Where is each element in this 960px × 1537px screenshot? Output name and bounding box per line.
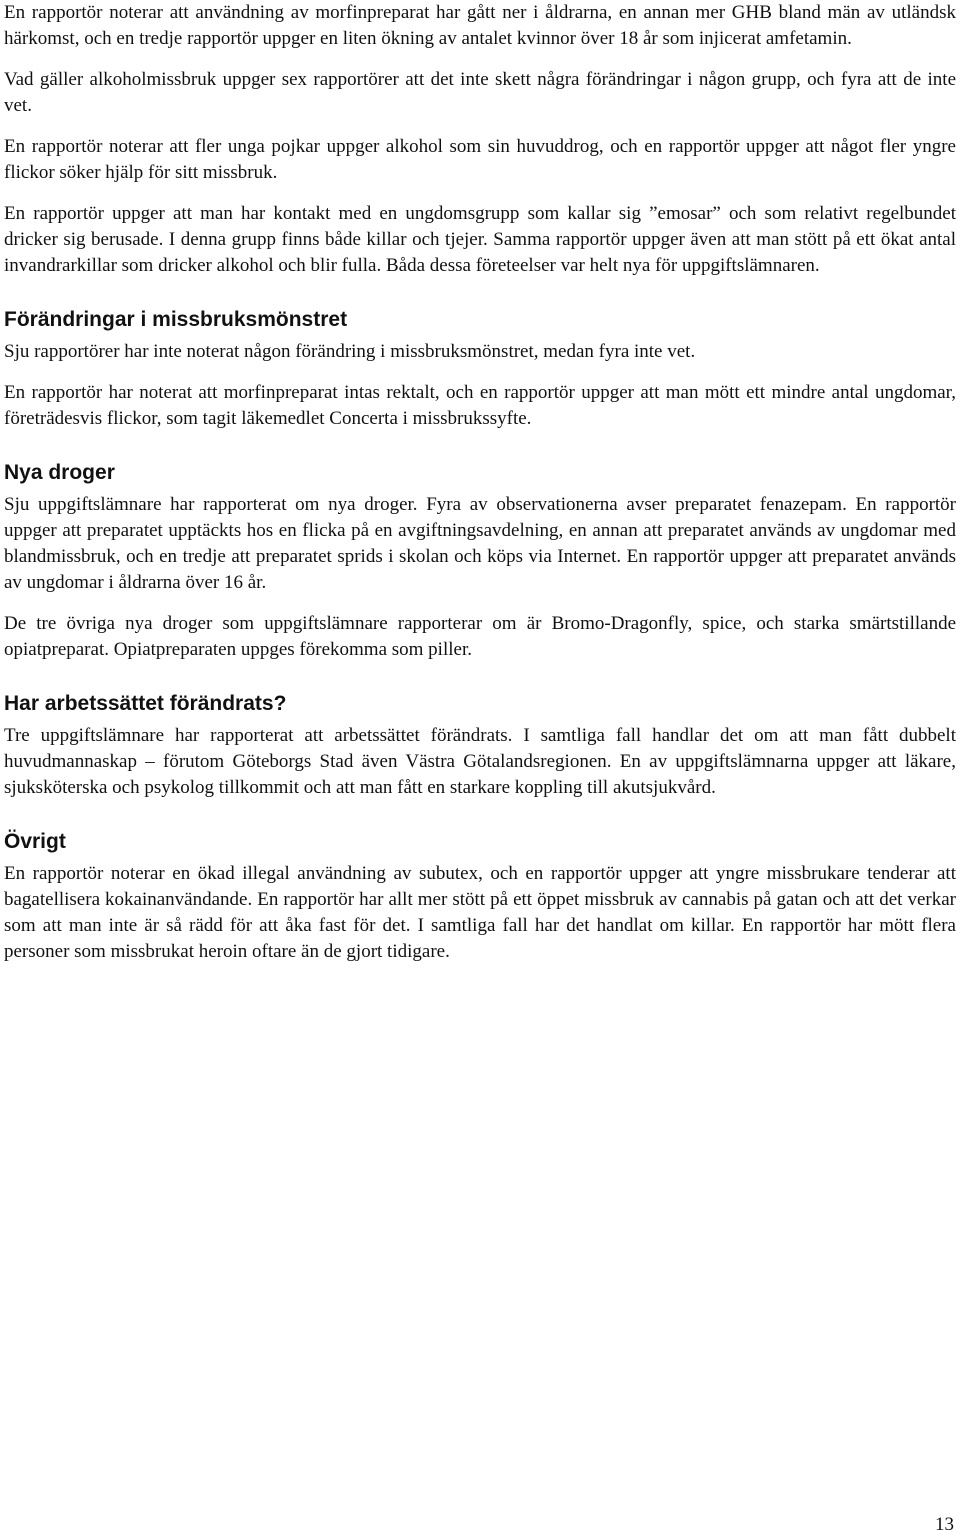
paragraph: Sju rapportörer har inte noterat någon förändring i missbruksmönstret, medan fyra inte vet. bbox=[4, 341, 696, 362]
paragraph: En rapportör noterar att fler unga pojkar uppger alkohol som sin huvuddrog, och en rapportör uppger att något fler yngre flickor söker hjälp för sitt missbruk. bbox=[4, 136, 956, 183]
paragraph: De tre övriga nya droger som uppgiftslämnare rapporterar om är Bromo-Dragonfly, spice, och starka smärtstillande opiatpreparat. Opiatpreparaten uppges förekomma som piller. bbox=[4, 613, 956, 660]
paragraph: Sju uppgiftslämnare har rapporterat om nya droger. Fyra av observationerna avser preparatet fenazepam. En rapportör uppger att preparatet upptäckts hos en flicka på en avgiftningsavdelning, en annan att preparatet används av ungdomar med blandmissbruk, och en tredje att preparatet sprids i skolan och köps via Internet. En rapportör uppger att preparatet används av ungdomar i åldrarna över 16 år. bbox=[4, 494, 956, 593]
paragraph: En rapportör noterar en ökad illegal användning av subutex, och en rapportör uppger att yngre missbrukare tenderar att bagatellisera kokainanvändande. En rapportör har allt mer stött på ett öppet missbruk av cannabis på gatan och att det verkar som att man inte är så rädd för att åka fast för det. I samtliga fall har det handlat om killar. En rapportör har mött flera personer som missbrukat heroin oftare än de gjort tidigare. bbox=[4, 863, 956, 962]
paragraph: Vad gäller alkoholmissbruk uppger sex rapportörer att det inte skett några förändringar i någon grupp, och fyra att de inte vet. bbox=[4, 69, 956, 116]
paragraph: Tre uppgiftslämnare har rapporterat att arbetssättet förändrats. I samtliga fall handlar det om att man fått dubbelt huvudmannaskap – förutom Göteborgs Stad även Västra Götalandsregionen. En av uppgiftslämnarna uppger att läkare, sjuksköterska och psykolog tillkommit och att man fått en starkare koppling till akutsjukvård. bbox=[4, 725, 956, 798]
section-heading: Nya droger bbox=[4, 461, 115, 484]
page-number: 13 bbox=[935, 1514, 954, 1535]
paragraph: En rapportör har noterat att morfinpreparat intas rektalt, och en rapportör uppger att man mött ett mindre antal ungdomar, företrädesvis flickor, som tagit läkemedlet Concerta i missbrukssyfte. bbox=[4, 382, 956, 429]
section-heading: Övrigt bbox=[4, 830, 66, 853]
paragraph: En rapportör noterar att användning av morfinpreparat har gått ner i åldrarna, en annan mer GHB bland män av utländsk härkomst, och en tredje rapportör uppger en liten ökning av antalet kvinnor över 18 år som injicerat amfetamin. bbox=[4, 2, 956, 49]
paragraph: En rapportör uppger att man har kontakt med en ungdomsgrupp som kallar sig ”emosar” och som relativt regelbundet dricker sig berusade. I denna grupp finns både killar och tjejer. Samma rapportör uppger även att man stött på ett ökat antal invandrarkillar som dricker alkohol och blir fulla. Båda dessa företeelser var helt nya för uppgiftslämnaren. bbox=[4, 203, 956, 276]
section-heading: Har arbetssättet förändrats? bbox=[4, 692, 287, 715]
section-heading: Förändringar i missbruksmönstret bbox=[4, 308, 348, 331]
document-body bbox=[4, 0, 956, 965]
